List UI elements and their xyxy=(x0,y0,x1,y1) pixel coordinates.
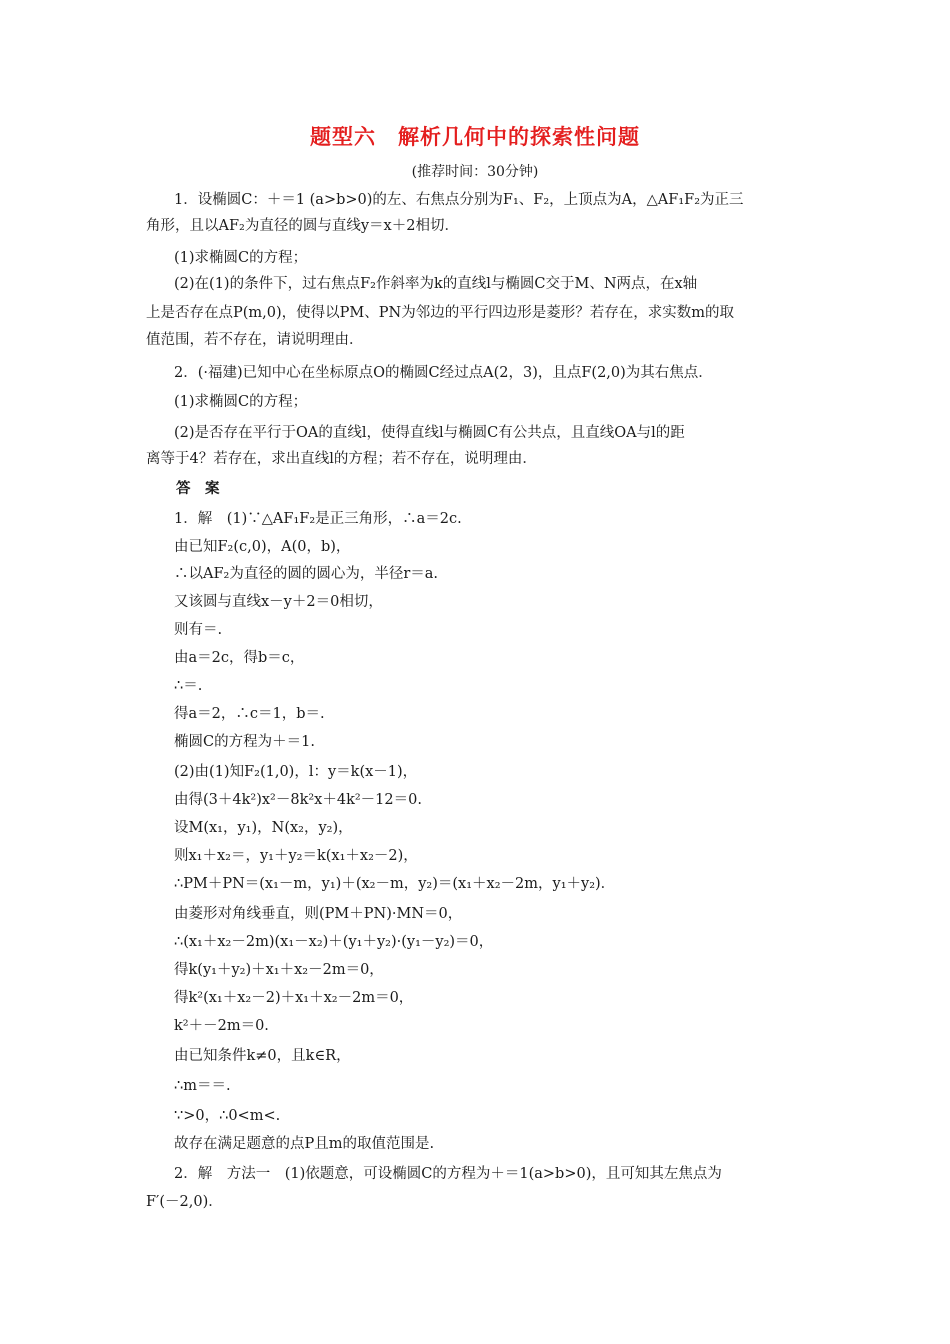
text-line: 又该圆与直线x－y＋2＝0相切， xyxy=(174,594,383,610)
text-line: 角形，且以AF₂为直径的圆与直线y＝x＋2相切． xyxy=(146,218,459,234)
answer-heading: 答 案 xyxy=(176,481,220,497)
text-line: (2)由(1)知F₂(1,0)，l：y＝k(x－1)， xyxy=(174,764,418,780)
text-line: k²＋－2m＝0. xyxy=(174,1018,269,1034)
page-title: 题型六 解析几何中的探索性问题 xyxy=(310,125,640,149)
text-line: 设M(x₁，y₁)，N(x₂，y₂)， xyxy=(174,820,353,836)
text-line: 椭圆C的方程为＋＝1. xyxy=(174,734,315,750)
text-line: ∵>0，∴0<m<. xyxy=(174,1108,281,1124)
text-line: 由得(3＋4k²)x²－8k²x＋4k²－12＝0. xyxy=(174,792,422,808)
text-line: 2．解 方法一 (1)依题意，可设椭圆C的方程为＋＝1(a>b>0)，且可知其左焦点为 xyxy=(174,1166,722,1182)
text-line: (1)求椭圆C的方程； xyxy=(174,394,308,410)
text-line: 由已知F₂(c,0)，A(0，b)， xyxy=(174,539,351,555)
text-line: ∴PM＋PN＝(x₁－m，y₁)＋(x₂－m，y₂)＝(x₁＋x₂－2m，y₁＋y₂)． xyxy=(174,876,616,892)
text-line: 离等于4？若存在，求出直线l的方程；若不存在，说明理由． xyxy=(146,451,537,467)
text-line: ∴以AF₂为直径的圆的圆心为，半径r＝a. xyxy=(174,566,439,582)
text-line: 由菱形对角线垂直，则(PM＋PN)·MN＝0， xyxy=(174,906,463,922)
text-line: 则有＝. xyxy=(174,622,223,638)
text-line: 上是否存在点P(m,0)，使得以PM、PN为邻边的平行四边形是菱形？若存在，求实数m的取 xyxy=(146,305,734,321)
text-line: 2．(·福建)已知中心在坐标原点O的椭圆C经过点A(2，3)，且点F(2,0)为其右焦点． xyxy=(174,365,713,381)
text-line: 得k²(x₁＋x₂－2)＋x₁＋x₂－2m＝0， xyxy=(174,990,414,1006)
text-line: 由a＝2c，得b＝c， xyxy=(174,650,305,666)
text-line: ∴(x₁＋x₂－2m)(x₁－x₂)＋(y₁＋y₂)·(y₁－y₂)＝0， xyxy=(174,934,494,950)
text-line: (2)是否存在平行于OA的直线l，使得直线l与椭圆C有公共点，且直线OA与l的距 xyxy=(174,425,685,441)
text-line: 1．解 (1)∵△AF₁F₂是正三角形，∴a＝2c. xyxy=(174,511,462,527)
text-line: 得a＝2，∴c＝1，b＝. xyxy=(174,706,325,722)
text-line: 1．设椭圆C：＋＝1 (a>b>0)的左、右焦点分别为F₁、F₂，上顶点为A，△AF₁F₂为正三 xyxy=(174,192,744,208)
text-line: 由已知条件k≠0，且k∈R， xyxy=(174,1048,351,1064)
page-subtitle: (推荐时间：30分钟) xyxy=(411,164,539,180)
text-line: (2)在(1)的条件下，过右焦点F₂作斜率为k的直线l与椭圆C交于M、N两点，在x轴 xyxy=(174,276,698,292)
text-line: F′(－2,0)． xyxy=(146,1194,223,1210)
text-line: ∴m＝＝. xyxy=(174,1078,231,1094)
text-line: 值范围，若不存在，请说明理由． xyxy=(146,332,364,348)
text-line: 得k(y₁＋y₂)＋x₁＋x₂－2m＝0， xyxy=(174,962,384,978)
text-line: ∴＝. xyxy=(174,678,203,694)
text-line: (1)求椭圆C的方程； xyxy=(174,250,308,266)
text-line: 故存在满足题意的点P且m的取值范围是. xyxy=(174,1136,435,1152)
text-line: 则x₁＋x₂＝，y₁＋y₂＝k(x₁＋x₂－2)， xyxy=(174,848,418,864)
